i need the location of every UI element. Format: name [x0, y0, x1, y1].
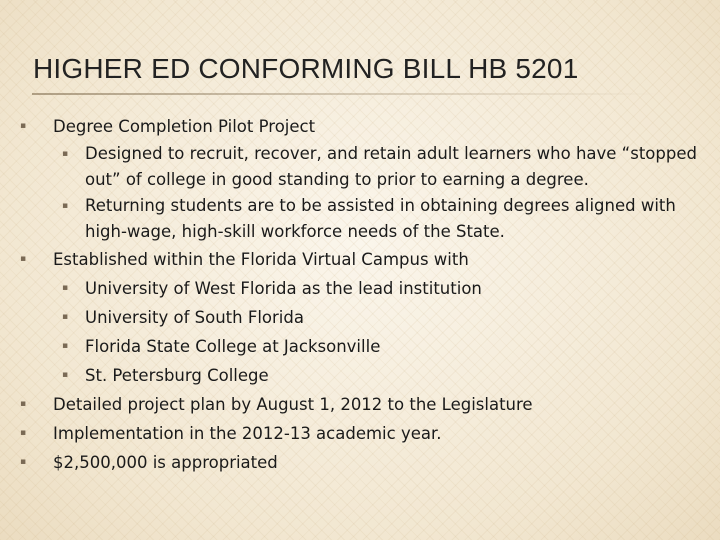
list-item-text: Implementation in the 2012-13 academic year. [53, 424, 442, 443]
sub-list-item [20, 361, 710, 390]
bullet-icon: ▪ [20, 121, 27, 131]
title-underline [32, 93, 660, 95]
list-item [20, 448, 710, 477]
bullet-icon: ▪ [20, 457, 27, 467]
list-item-text: $2,500,000 is appropriated [53, 453, 278, 472]
list-item [20, 390, 710, 419]
sub-list-item [20, 193, 710, 245]
sub-list-item-text: Designed to recruit, recover, and retain adult learners who have “stopped out” of college in good standing to prior to earning a degree. [85, 144, 697, 189]
bullet-icon: ▪ [62, 312, 69, 322]
bullet-icon: ▪ [20, 428, 27, 438]
sub-list-item-text: St. Petersburg College [85, 366, 269, 385]
list-item [20, 419, 710, 448]
list-item-text: Detailed project plan by August 1, 2012 to the Legislature [53, 395, 533, 414]
sub-list-item-text: Returning students are to be assisted in obtaining degrees aligned with high-wage, high-skill workforce needs of the State. [85, 196, 676, 241]
list-item-text: Established within the Florida Virtual Campus with [53, 250, 469, 269]
bullet-icon: ▪ [62, 201, 69, 211]
sub-list-item [20, 141, 710, 193]
bullet-icon: ▪ [20, 254, 27, 264]
bullet-icon: ▪ [62, 283, 69, 293]
bullet-icon: ▪ [62, 341, 69, 351]
list-item [20, 245, 710, 274]
bullet-icon: ▪ [62, 149, 69, 159]
sub-list-item-text: University of South Florida [85, 308, 304, 327]
slide-title: HIGHER ED CONFORMING BILL HB 5201 [33, 53, 579, 84]
sub-list-item [20, 332, 710, 361]
sub-list-item [20, 303, 710, 332]
bullet-icon: ▪ [20, 399, 27, 409]
list-item-text: Degree Completion Pilot Project [53, 117, 316, 136]
sub-list-item [20, 274, 710, 303]
sub-list-item-text: Florida State College at Jacksonville [85, 337, 381, 356]
list-item [20, 112, 710, 141]
bullet-icon: ▪ [62, 370, 69, 380]
bullet-list [20, 112, 710, 477]
sub-list-item-text: University of West Florida as the lead institution [85, 279, 482, 298]
